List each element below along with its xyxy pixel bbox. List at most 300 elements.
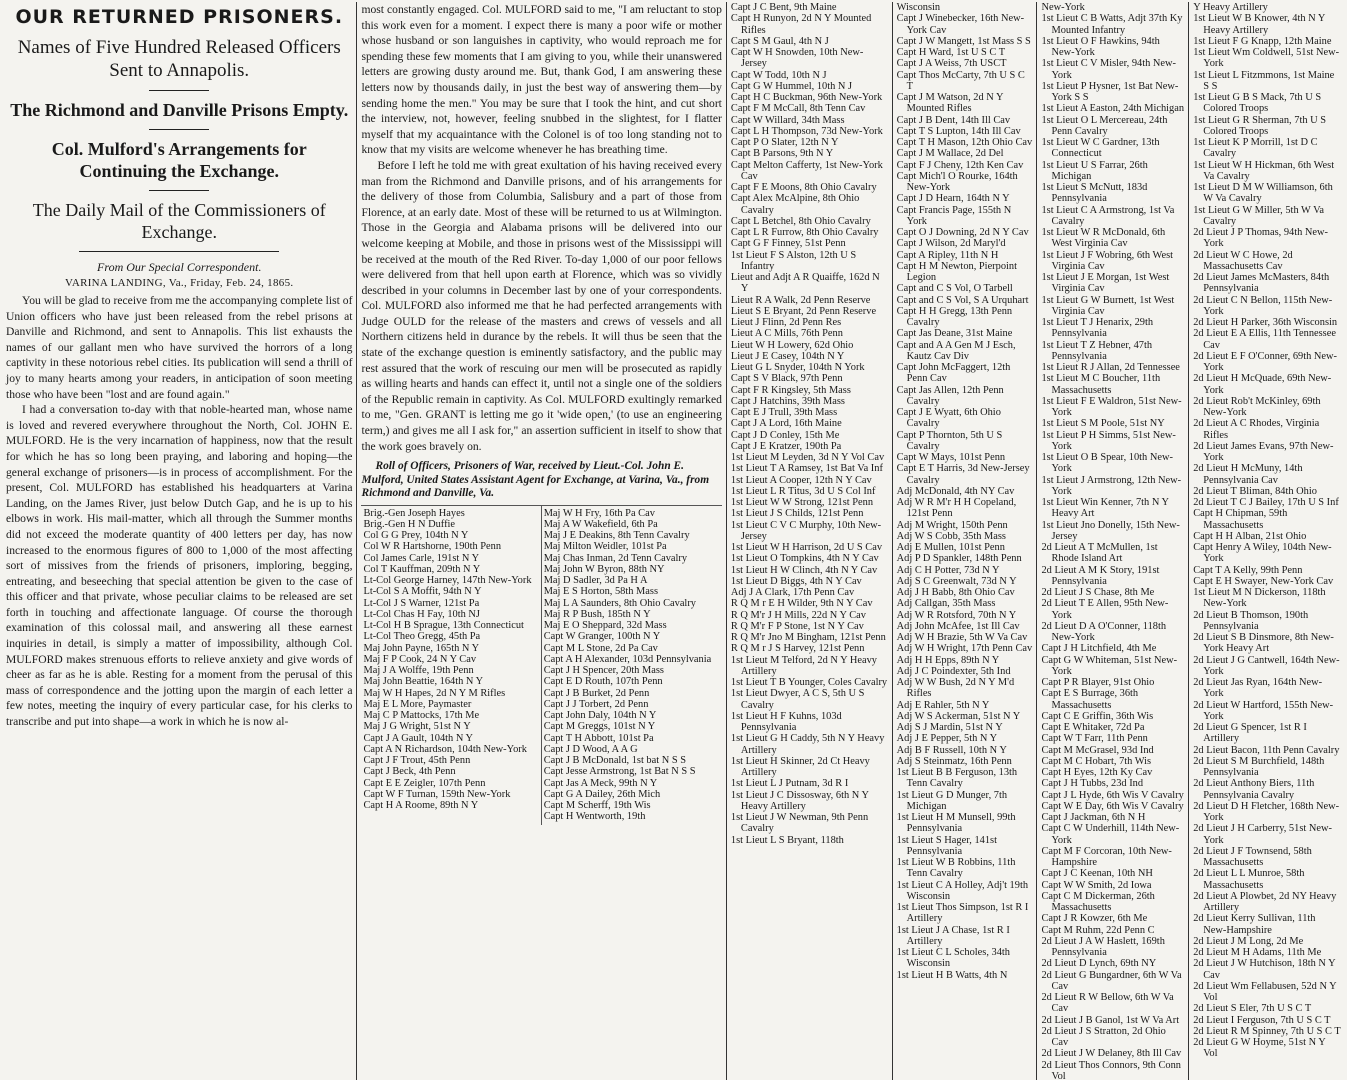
officer-entry: 2d Lieut Anthony Biers, 11th Pennsylvania Cavalry — [1193, 778, 1315, 801]
officer-entry: Capt H A Roome, 89th N Y — [363, 800, 479, 812]
officer-entry: 1st Lieut L R Titus, 3d U S Col Inf — [730, 485, 876, 497]
officer-entry: 2d Lieut E A Ellis, 11th Tennessee Cav — [1193, 328, 1336, 351]
officer-entry: 1st Lieut M Telford, 2d N Y Heavy Artillery — [730, 654, 877, 677]
officer-entry: Maj John Payne, 165th N Y — [363, 642, 480, 654]
officer-entry: Capt W Mays, 101st Penn — [896, 452, 1006, 463]
officer-entry: Capt J D Hearn, 164th N Y — [896, 193, 1010, 205]
subheadline-2: The Richmond and Danville Prisons Empty. — [10, 100, 349, 120]
officer-entry: Adj H H Epps, 89th N Y — [896, 654, 1000, 666]
officer-entry: 2d Lieut D Lynch, 69th NY — [1041, 958, 1157, 970]
officer-entry: 1st Lieut A Cooper, 12th N Y Cav — [730, 474, 872, 486]
officer-entry: Capt W T Farr, 11th Penn — [1041, 733, 1148, 745]
officer-entry: 2d Lieut Thos Connors, 9th Conn Vol — [1041, 1059, 1181, 1080]
officer-entry: Capt J B McDonald, 1st bat N S S — [543, 755, 686, 767]
officer-entry: 2d Lieut James Evans, 97th New-York — [1193, 440, 1334, 463]
officer-entry: 1st Lieut U S Farrar, 26th Michigan — [1041, 159, 1148, 182]
officer-entry: Capt M L Stone, 2d Pa Cav — [543, 642, 658, 654]
paragraph: Before I left he told me with great exultation of his having received every man from the Richmond and Danville prisons, and of his arrangements for the delivery of those from Columbia, Salisbury and a part of those from Florence, at an early date. Most of these will be returned to us at Wilmington. Those in the Georgia and Alabama prisons will be delivered into our welcome keeping at Mobile, and those in prisons west of the Mississippi will be received at the mouth of the Red River. To-day 1,000 of our poor fellows were delivered from that hell upon earth at Florence, which was so vividly described in your columns in December last by one of your correspondents. Col. MULFORD also informed me that he had perfected arrangements with Judge OULD for the release of the masters and crews of vessels and all Northern citizens held in durance by the rebels. It will thus be seen that the state of the exchange question is eminently satisfactory, and the public may rest assured that the work of rescuing our men will be prosecuted as rapidly as willing hearts and hands can effect it, until not a single one of the soldiers of the Republic remain in captivity. As Col. MULFORD exultingly remarked to me, "Gen. GRANT is letting me go it 'wide open,' (to use an engineering term,) and gives me all I ask for," an assertion sufficient in itself to show that the work goes bravely on. — [361, 158, 722, 453]
officer-entry: 1st Lieut W H Hickman, 6th West Va Cavalry — [1193, 159, 1335, 182]
officer-entry: Capt F R Kingsley, 5th Mass — [730, 384, 851, 396]
officer-entry: Adj J E Pepper, 5th N Y — [896, 733, 998, 745]
officer-entry: Col James Carle, 191st N Y — [363, 552, 480, 564]
officer-entry: Lieut A C Mills, 76th Penn — [730, 328, 843, 340]
officer-entry: Capt L H Thompson, 73d New-York — [730, 125, 883, 137]
officer-entry: 1st Lieut H M Munsell, 99th Pennsylvania — [896, 812, 1016, 835]
officer-entry: Capt W Granger, 100th N Y — [543, 631, 661, 643]
officer-entry: 2d Lieut T E Allen, 95th New-York — [1041, 598, 1169, 621]
officer-entry: R Q M r E H Wilder, 9th N Y Cav — [730, 598, 873, 610]
officer-entry: 2d Lieut S Eler, 7th U S C T — [1193, 1003, 1312, 1015]
officer-entry: 2d Lieut R M Spinney, 7th U S C T — [1193, 1025, 1341, 1037]
officer-entry: Capt J A Weiss, 7th USCT — [896, 58, 1007, 70]
officer-entry: 2d Lieut W C Howe, 2d Massachusetts Cav — [1193, 249, 1293, 272]
officer-entry: 1st Lieut M C Boucher, 11th Massachusetts — [1041, 373, 1161, 396]
officer-entry: Capt J H Litchfield, 4th Me — [1041, 643, 1157, 655]
officer-entry: 1st Lieut G R Sherman, 7th U S Colored Troops — [1193, 114, 1326, 137]
officer-entry: Capt H C Buckman, 96th New-York — [730, 92, 883, 103]
officer-entry: Capt Mich'l O Rourke, 164th New-York — [896, 170, 1018, 193]
officer-entry: Capt O J Downing, 2d N Y Cav — [896, 227, 1029, 238]
officer-entry: 1st Lieut H B Watts, 4th N — [896, 969, 1008, 981]
officer-entry: Adj W R M'r H H Copeland, 121st Penn — [896, 497, 1017, 520]
officer-entry: Adj W R Rotsford, 70th N Y — [896, 609, 1017, 621]
officer-entry: 1st Lieut A Easton, 24th Michigan — [1041, 103, 1185, 115]
officer-entry: 1st Lieut J Armstrong, 12th New-York — [1041, 474, 1182, 497]
officer-entry: Capt W F Turnan, 159th New-York — [363, 788, 511, 800]
officer-entry: 2d Lieut B Thomson, 190th Pennsylvania — [1193, 609, 1309, 632]
officer-entry: Capt J Wilson, 2d Maryl'd — [896, 238, 1006, 250]
officer-entry: Capt J F Trout, 45th Penn — [363, 755, 471, 767]
officer-entry: 1st Lieut D M W Williamson, 6th W Va Cavalry — [1193, 182, 1333, 205]
officer-entry: Capt Thos McCarty, 7th U S C T — [896, 69, 1025, 92]
officer-entry: 1st Lieut L J Putnam, 3d R I — [730, 778, 849, 790]
officer-entry: 1st Lieut J S Childs, 121st Penn — [730, 508, 864, 520]
officer-entry: Capt H M Newton, Pierpoint Legion — [896, 260, 1018, 283]
officer-entry: New-York — [1041, 2, 1085, 13]
officer-entry: Adj W H Wright, 17th Penn Cav — [896, 643, 1033, 655]
officer-entry: Capt C M Dickerman, 26th Massachusetts — [1041, 890, 1155, 913]
column-2 — [357, 2, 726, 1080]
officer-entry: 1st Lieut O F Hawkins, 94th New-York — [1041, 35, 1160, 58]
officer-entry: 2d Lieut A T McMullen, 1st Rhode Island Art — [1041, 542, 1158, 565]
officer-entry: Capt Jas A Meck, 99th N Y — [543, 777, 658, 789]
officer-entry: 1st Lieut C V Misler, 94th New-York — [1041, 58, 1177, 81]
officer-entry: Lieut S E Bryant, 2d Penn Reserve — [730, 305, 877, 317]
divider — [149, 129, 209, 130]
officer-entry: 1st Lieut P H Simms, 51st New-York — [1041, 429, 1176, 452]
officer-entry: 2d Lieut G Bungardner, 6th W Va Cav — [1041, 969, 1182, 992]
officer-entry: Capt H Eyes, 12th Ky Cav — [1041, 767, 1153, 778]
officer-entry: Capt T H Abbott, 101st Pa — [543, 732, 654, 744]
officer-entry: Capt J B Dent, 14th Ill Cav — [896, 114, 1011, 126]
officer-entry: 1st Lieut G D Munger, 7th Michigan — [896, 789, 1008, 812]
officer-entry: 1st Lieut K P Morrill, 1st D C Cavalry — [1193, 137, 1318, 160]
officer-entry: R Q M'r Jno M Bingham, 121st Penn — [730, 632, 886, 643]
officer-entry: Maj W H Hapes, 2d N Y M Rifles — [363, 687, 506, 699]
officer-entry: Maj F P Cook, 24 N Y Cav — [363, 653, 477, 665]
byline: From Our Special Correspondent. — [97, 260, 262, 274]
officer-entry: Adj McDonald, 4th NY Cav — [896, 485, 1015, 497]
officer-entry: 1st Lieut H F Kuhns, 103d Pennsylvania — [730, 710, 842, 733]
officer-entry: 2d Lieut D A O'Conner, 118th New-York — [1041, 620, 1167, 643]
officer-entry: Capt J Jackman, 6th N H — [1041, 812, 1146, 823]
officer-entry: 1st Lieut Thos Simpson, 1st R I Artillery — [896, 902, 1029, 925]
officer-entry: 2d Lieut C N Bellon, 115th New-York — [1193, 294, 1333, 317]
officer-entry: Col G G Prey, 104th N Y — [363, 530, 469, 542]
officer-entry: 1st Lieut J E Morgan, 1st West Virginia Cav — [1041, 272, 1170, 295]
officer-entry: Capt Henry A Wiley, 104th New-York — [1193, 542, 1332, 565]
dateline: VARINA LANDING, Va., Friday, Feb. 24, 1865. — [65, 277, 294, 289]
officer-entry: Capt M Greggs, 101st N Y — [543, 721, 656, 733]
officer-entry: Capt F M McCall, 8th Tenn Cav — [730, 103, 866, 115]
officer-entry: 2d Lieut J A W Haslett, 169th Pennsylvania — [1041, 935, 1165, 958]
officer-entry: Capt J H Spencer, 20th Mass — [543, 665, 664, 677]
officer-entry: Capt A N Richardson, 104th New-York — [363, 743, 527, 755]
officer-entry: Capt J A Gault, 104th N Y — [363, 732, 474, 744]
officer-entry: Col W R Hartshorne, 190th Penn — [363, 541, 502, 553]
officer-entry: Maj W H Fry, 16th Pa Cav — [543, 507, 655, 519]
column-4-officer-list — [893, 2, 1038, 1080]
officer-entry: 1st Lieut C A Armstrong, 1st Va Cavalry — [1041, 204, 1175, 227]
officer-entry: Adj J A Clark, 17th Penn Cav — [730, 587, 855, 598]
officer-entry: Capt J W Mangett, 1st Mass S S — [896, 35, 1031, 47]
subheadline-4: The Daily Mail of the Commissioners of Exchange. — [32, 200, 326, 242]
officer-entry: Capt Melton Cafferty, 1st New-York Cav — [730, 159, 883, 182]
officer-entry: 2d Lieut L L Munroe, 58th Massachusetts — [1193, 868, 1305, 891]
column-6-officer-list — [1189, 2, 1345, 1080]
officer-entry: Capt M Ruhm, 22d Penn C — [1041, 924, 1155, 936]
officer-entry: 2d Lieut J M Long, 2d Me — [1193, 935, 1304, 947]
officer-entry: Adj J H Babb, 8th Ohio Cav — [896, 587, 1015, 598]
officer-entry: 2d Lieut M H Adams, 11th Me — [1193, 947, 1322, 958]
officer-entry: Adj S J Mardin, 51st N Y — [896, 722, 1003, 733]
officer-entry: 1st Lieut G W Miller, 5th W Va Cavalry — [1193, 204, 1325, 227]
officer-entry: 2d Lieut H McQuade, 69th New-York — [1193, 373, 1332, 396]
officer-entry: 2d Lieut A C Rhodes, Virginia Rifles — [1193, 418, 1320, 441]
officer-entry: 2d Lieut J G Cantwell, 164th New-York — [1193, 654, 1340, 677]
officer-entry: 2d Lieut J P Thomas, 94th New-York — [1193, 227, 1329, 250]
officer-entry: 1st Lieut Jno Donelly, 15th New-Jersey — [1041, 519, 1180, 542]
officer-entry: Capt G W Hummel, 10th N J — [730, 80, 853, 92]
officer-entry: 1st Lieut T A Ramsey, 1st Bat Va Inf — [730, 463, 883, 475]
officer-entry: 1st Lieut F S Alston, 12th U S Infantry — [730, 249, 857, 272]
officer-entry: 2d Lieut J W Hutchison, 18th N Y Cav — [1193, 958, 1336, 981]
officer-entry: Adj John McAfee, 1st Ill Cav — [896, 620, 1020, 632]
officer-entry: Capt J Beck, 4th Penn — [363, 766, 456, 778]
officer-entry: Capt B Parsons, 9th N Y — [730, 148, 834, 160]
officer-entry: 1st Lieut W B Knower, 4th N Y Heavy Artillery — [1193, 13, 1325, 36]
officer-entry: Capt J Winebecker, 16th New-York Cav — [896, 13, 1025, 36]
officer-entry: Capt J J Torbert, 2d Penn — [543, 698, 649, 710]
subheadline-1: Names of Five Hundred Released Officers Sent to Annapolis. — [17, 37, 341, 81]
main-headline: OUR RETURNED PRISONERS. — [15, 6, 344, 28]
officer-entry: Lieut J Flinn, 2d Penn Res — [730, 317, 842, 328]
officer-entry: 2d Lieut W Hartford, 155th New-York — [1193, 699, 1334, 722]
officer-entry: 1st Lieut F G Knapp, 12th Maine — [1193, 35, 1332, 47]
officer-entry: Maj E S Horton, 58th Mass — [543, 586, 658, 598]
officer-entry: 1st Lieut S Hager, 141st Pennsylvania — [896, 834, 997, 857]
officer-entry: Adj M Wright, 150th Penn — [896, 519, 1008, 531]
officer-entry: Capt John McFaggert, 12th Penn Cav — [896, 362, 1011, 385]
officer-entry: 1st Lieut M Leyden, 3d N Y Vol Cav — [730, 452, 885, 463]
officer-entry: Capt G A Dailey, 26th Mich — [543, 788, 661, 800]
officer-list-2 — [361, 505, 721, 825]
officer-entry: Capt H Chipman, 59th Massachusetts — [1193, 508, 1288, 531]
officer-entry: Brig.-Gen Joseph Hayes — [363, 507, 465, 519]
officer-entry: Capt M F Corcoran, 10th New-Hampshire — [1041, 845, 1172, 868]
officer-entry: Capt T S Lupton, 14th Ill Cav — [896, 125, 1021, 137]
officer-entry: Lt-Col Theo Gregg, 45th Pa — [363, 631, 481, 643]
officer-entry: 2d Lieut J S Chase, 8th Me — [1041, 587, 1155, 598]
officer-entry: 2d Lieut T Bliman, 84th Ohio — [1193, 485, 1317, 497]
officer-entry: Maj John Beattie, 164th N Y — [363, 676, 484, 688]
article-body-2 — [361, 2, 721, 454]
officer-entry: Maj L A Saunders, 8th Ohio Cavalry — [543, 597, 696, 609]
officer-entry: Capt J M Watson, 2d N Y Mounted Rifles — [896, 92, 1004, 115]
officer-entry: Capt J M Wallace, 2d Del — [896, 148, 1004, 160]
officer-entry: Capt T H Mason, 12th Ohio Cav — [896, 137, 1033, 148]
officer-entry: 1st Lieut H W Clinch, 4th N Y Cav — [730, 564, 878, 576]
officer-entry: 1st Lieut J A Chase, 1st R I Artillery — [896, 924, 1010, 947]
officer-entry: 1st Lieut S McNutt, 183d Pennsylvania — [1041, 182, 1148, 205]
officer-entry: Capt E Whitaker, 72d Pa — [1041, 722, 1145, 733]
officer-entry: 2d Lieut A Plowbet, 2d NY Heavy Artillery — [1193, 890, 1337, 913]
officer-entry: 1st Lieut R J Allan, 2d Tennessee — [1041, 362, 1180, 373]
officer-entry: 1st Lieut D Biggs, 4th N Y Cav — [730, 575, 862, 587]
officer-entry: Capt E J Trull, 39th Mass — [730, 407, 838, 418]
officer-entry: Adj W S Cobb, 35th Mass — [896, 530, 1006, 542]
officer-entry: Capt P R Blayer, 91st Ohio — [1041, 677, 1155, 688]
officer-entry: Capt H Ward, 1st U S C T — [896, 47, 1006, 58]
officer-list-2a — [361, 506, 541, 825]
officer-entry: 2d Lieut Wm Fellabusen, 52d N Y Vol — [1193, 980, 1337, 1003]
officer-entry: 1st Lieut L S Bryant, 118th — [730, 834, 844, 846]
officer-entry: Adj S C Greenwalt, 73d N Y — [896, 575, 1017, 587]
column-3-officer-list — [727, 2, 893, 1080]
officer-entry: 1st Lieut T B Younger, Coles Cavalry — [730, 677, 888, 688]
officer-entry: Maj J G Wright, 51st N Y — [363, 721, 471, 733]
officer-entry: Capt P Thornton, 5th U S Cavalry — [896, 429, 1003, 452]
divider — [149, 190, 209, 191]
officer-entry: Maj A W Wakefield, 6th Pa — [543, 518, 658, 530]
divider — [79, 251, 279, 252]
officer-entry: Capt A H Alexander, 103d Pennsylvania — [543, 653, 712, 665]
officer-entry: Capt F J Cheny, 12th Ken Cav — [896, 159, 1024, 171]
officer-entry: Capt W Todd, 10th N J — [730, 69, 827, 81]
officer-entry: Adj C H Potter, 73d N Y — [896, 564, 1000, 576]
officer-entry: Capt John Daly, 104th N Y — [543, 710, 657, 722]
officer-entry: Adj W H Brazie, 5th W Va Cav — [896, 632, 1028, 643]
divider — [149, 90, 209, 91]
officer-entry: Col T Kauffman, 209th N Y — [363, 563, 481, 575]
officer-entry: Lt-Col J S Warner, 121st Pa — [363, 597, 480, 609]
officer-entry: Capt G W Whiteman, 51st New-York — [1041, 654, 1178, 677]
officer-entry: 1st Lieut J F Wobring, 6th West Virginia Cav — [1041, 249, 1174, 272]
officer-entry: Capt Jesse Armstrong, 1st Bat N S S — [543, 766, 696, 778]
officer-entry: 1st Lieut C V C Murphy, 10th New-Jersey — [730, 519, 882, 542]
article-body-1 — [6, 293, 352, 730]
column-5-officer-list — [1037, 2, 1189, 1080]
officer-entry: Capt M McGrasel, 93d Ind — [1041, 744, 1154, 756]
officer-entry: Capt W E Day, 6th Wis V Cavalry — [1041, 800, 1184, 812]
officer-entry: 1st Lieut W R McDonald, 6th West Virginia Cav — [1041, 227, 1166, 250]
officer-entry: Adj E Mullen, 101st Penn — [896, 542, 1005, 553]
officer-entry: 2d Lieut G Spencer, 1st R I Artillery — [1193, 722, 1307, 745]
officer-entry: Capt J A Lord, 16th Maine — [730, 418, 842, 430]
officer-entry: Capt H H Alban, 21st Ohio — [1193, 530, 1307, 542]
officer-entry: Maj John W Byron, 88th NY — [543, 563, 665, 575]
roll-heading: Roll of Officers, Prisoners of War, received by Lieut.-Col. John E. Mulford, United States Assistant Agent for Exchange, at Varina, Va., from Richmond and Danville, Va. — [361, 460, 710, 500]
officer-entry: 1st Lieut J W Newman, 9th Penn Cavalry — [730, 812, 869, 835]
officer-entry: Maj E O Sheppard, 32d Mass — [543, 620, 667, 632]
subheadline-3: Col. Mulford's Arrangements for Continuing the Exchange. — [51, 139, 307, 181]
officer-entry: 2d Lieut J B Ganol, 1st W Va Art — [1041, 1014, 1180, 1026]
officer-entry: Capt E H Swayer, New-York Cav — [1193, 575, 1334, 587]
officer-entry: Wisconsin — [896, 2, 941, 13]
officer-entry: 1st Lieut L Fitzmmons, 1st Maine S S — [1193, 69, 1335, 92]
officer-entry: Lieut R A Walk, 2d Penn Reserve — [730, 294, 871, 306]
officer-entry: 1st Lieut B B Ferguson, 13th Tenn Cavalry — [896, 767, 1018, 790]
officer-entry: Lt-Col Chas H Fay, 10th NJ — [363, 608, 480, 620]
officer-entry: Capt H H Gregg, 13th Penn Cavalry — [896, 305, 1013, 328]
officer-entry: 1st Lieut O Tompkins, 4th N Y Cav — [730, 553, 879, 565]
officer-entry: Capt E E Zeigler, 107th Penn — [363, 777, 486, 789]
officer-entry: Adj J C Poindexter, 5th Ind — [896, 665, 1011, 677]
officer-entry: Capt C W Underhill, 114th New-York — [1041, 823, 1180, 846]
officer-entry: 2d Lieut Jas Ryan, 164th New-York — [1193, 677, 1323, 700]
officer-entry: Y Heavy Artillery — [1193, 2, 1268, 13]
officer-entry: Brig.-Gen H N Duffie — [363, 518, 456, 530]
officer-entry: Lieut G L Snyder, 104th N York — [730, 362, 865, 373]
officer-entry: Maj R P Bush, 185th N Y — [543, 608, 651, 620]
officer-entry: Capt H Wentworth, 19th — [543, 811, 646, 823]
officer-entry: 1st Lieut P Hysner, 1st Bat New-York S S — [1041, 80, 1179, 103]
officer-entry: 1st Lieut G W Burnett, 1st West Virginia Cav — [1041, 294, 1175, 317]
officer-entry: Capt J B Burket, 2d Penn — [543, 687, 650, 699]
officer-entry: 2d Lieut A M K Story, 191st Pennsylvania — [1041, 564, 1160, 587]
officer-entry: Capt J E Wyatt, 6th Ohio Cavalry — [896, 407, 1001, 430]
officer-entry: 2d Lieut S M Burchfield, 148th Pennsylvania — [1193, 755, 1325, 778]
officer-entry: 2d Lieut G W Hoyme, 51st N Y Vol — [1193, 1037, 1326, 1060]
officer-entry: Capt W W Smith, 2d Iowa — [1041, 879, 1152, 891]
officer-entry: R Q M'r F P Stone, 1st N Y Cav — [730, 620, 864, 632]
officer-entry: Capt J R Kowzer, 6th Me — [1041, 913, 1148, 925]
officer-entry: 2d Lieut James McMasters, 84th Pennsylvania — [1193, 272, 1330, 295]
officer-entry: Capt P O Slater, 12th N Y — [730, 137, 839, 148]
officer-entry: 1st Lieut F E Waldron, 51st New-York — [1041, 395, 1182, 418]
officer-entry: Capt J D Wood, A A G — [543, 743, 638, 755]
paragraph: You will be glad to receive from me the accompanying complete list of Union officers who have just been released from the rebel prisons at Danville and Richmond, and sent to Annapolis. This list exhausts the names of our gallant men who have survived the horrors of a long captivity in these notorious rebel cities. Its publication will send a thrill of joy to many hearts among your readers, in anticipation of soon meeting those who have been "lost and are found again." — [6, 294, 353, 401]
officer-entry: Lieut J E Casey, 104th N Y — [730, 350, 845, 362]
officer-entry: Capt L Betchel, 8th Ohio Cavalry — [730, 215, 871, 227]
officer-entry: Capt Alex McAlpine, 8th Ohio Cavalry — [730, 193, 860, 216]
officer-entry: Lieut W H Lowery, 62d Ohio — [730, 339, 854, 351]
officer-entry: Adj W W Bush, 2d N Y M'd Rifles — [896, 677, 1015, 700]
officer-entry: 2d Lieut Kerry Sullivan, 11th New-Hampshire — [1193, 913, 1316, 936]
officer-entry: Capt M C Hobart, 7th Wis — [1041, 755, 1152, 767]
officer-entry: 1st Lieut H Skinner, 2d Ct Heavy Artillery — [730, 755, 870, 778]
officer-entry: Capt and C S Vol, S A Urquhart — [896, 294, 1029, 306]
officer-entry: 2d Lieut H Parker, 36th Wisconsin — [1193, 317, 1338, 328]
officer-entry: 1st Lieut T Z Hebner, 47th Pennsylvania — [1041, 339, 1153, 362]
officer-entry: Capt M Scherff, 19th Wis — [543, 800, 651, 812]
officer-entry: Capt E T Harris, 3d New-Jersey Cavalry — [896, 463, 1030, 486]
officer-entry: 1st Lieut C L Scholes, 34th Wisconsin — [896, 947, 1010, 970]
officer-entry: Capt and C S Vol, O Tarbell — [896, 283, 1013, 295]
officer-entry: 2d Lieut Bacon, 11th Penn Cavalry — [1193, 744, 1340, 756]
officer-entry: Capt and A A Gen M J Esch, Kautz Cav Div — [896, 339, 1016, 362]
officer-entry: 2d Lieut J H Carberry, 51st New-York — [1193, 823, 1332, 846]
officer-entry: 1st Lieut Win Kenner, 7th N Y Heavy Art — [1041, 497, 1169, 520]
officer-entry: 1st Lieut Dwyer, A C S, 5th U S Cavalry — [730, 688, 865, 711]
column-1 — [2, 2, 357, 1080]
officer-entry: 2d Lieut S B Dinsmore, 8th New-York Heavy Art — [1193, 632, 1334, 655]
officer-entry: 1st Lieut M N Dickerson, 118th New-York — [1193, 587, 1326, 610]
officer-entry: Capt H Runyon, 2d N Y Mounted Rifles — [730, 13, 872, 36]
officer-entry: Capt S V Black, 97th Penn — [730, 373, 843, 385]
officer-entry: 1st Lieut W H Harrison, 2d U S Cav — [730, 542, 883, 553]
officer-entry: Capt Francis Page, 155th N York — [896, 204, 1012, 227]
officer-entry: 1st Lieut W B Robbins, 11th Tenn Cavalry — [896, 857, 1016, 880]
officer-entry: 2d Lieut H McMuny, 14th Pennsylvania Cav — [1193, 463, 1303, 486]
officer-entry: Adj W S Ackerman, 51st N Y — [896, 710, 1021, 722]
officer-entry: Capt A Ripley, 11th N H — [896, 249, 999, 261]
officer-entry: 1st Lieut J C Dissosway, 6th N Y Heavy Artillery — [730, 789, 869, 812]
officer-entry: Capt J C Bent, 9th Maine — [730, 2, 837, 13]
officer-entry: Capt S M Gaul, 4th N J — [730, 35, 829, 47]
officer-entry: 2d Lieut R W Bellow, 6th W Va Cav — [1041, 992, 1174, 1015]
officer-entry: Adj Callgan, 35th Mass — [896, 598, 996, 610]
officer-entry: Capt W H Snowden, 10th New-Jersey — [730, 47, 864, 70]
officer-entry: Capt E D Routh, 107th Penn — [543, 676, 663, 688]
officer-entry: Capt W Willard, 34th Mass — [730, 114, 845, 126]
officer-entry: Capt Jas Allen, 12th Penn Cavalry — [896, 384, 1004, 407]
officer-entry: 1st Lieut W W Strong, 121st Penn — [730, 497, 874, 508]
officer-entry: Capt E S Burrage, 36th Massachusetts — [1041, 688, 1139, 711]
officer-entry: 2d Lieut J F Townsend, 58th Massachusetts — [1193, 845, 1312, 868]
officer-entry: Maj Milton Weidler, 101st Pa — [543, 541, 667, 553]
officer-entry: Capt J E Kratzer, 190th Pa — [730, 440, 842, 452]
officer-entry: Capt T A Kelly, 99th Penn — [1193, 564, 1303, 576]
officer-entry: 2d Lieut J W Delaney, 8th Ill Cav — [1041, 1048, 1182, 1060]
officer-entry: R Q M'r J H Mills, 22d N Y Cav — [730, 609, 866, 621]
officer-entry: 2d Lieut E F O'Conner, 69th New-York — [1193, 350, 1337, 373]
officer-entry: Maj Chas Inman, 2d Tenn Cavalry — [543, 552, 688, 564]
officer-entry: Lt-Col S A Moffit, 94th N Y — [363, 586, 482, 598]
officer-entry: Maj J A Wolffe, 19th Penn — [363, 665, 474, 677]
paragraph: most constantly engaged. Col. MULFORD said to me, "I am reluctant to stop this work even for a moment. I expect there is many a poor wife or mother whose husband or son languishes in captivity, who would reproach me for spending these few moments that I am giving to you, while their unanswered letters are growing dusty around me. But, thank God, I am answering these letters now by thousands daily, in just the best way of answering them—by sending home the men." You may be sure that I took the hint, and cut short the interview, not, however, feeling snubbed in the slightest, for I flatter myself that my acquaintance with the Colonel is of too long standing not to know that my visits are welcome whenever he has breathing time. — [361, 3, 722, 157]
officer-entry: 2d Lieut Rob't McKinley, 69th New-York — [1193, 395, 1321, 418]
paragraph: I had a conversation to-day with that noble-hearted man, whose name is loved and revered everywhere throughout the North, Col. JOHN E. MULFORD. He is the very incarnation of happiness, now that the result for which he has so long been praying, and laboring and hoping—the general exchange of prisoners—is in process of accomplishment. For the present, Col. MULFORD has established his headquarters at Varina Landing, on the James River, just below Dutch Gap, and he is up to his elbows in work. His mail-matter, which all through the Summer months did not exceed the moderate quantity of 400 letters per day, has now increased to the enormous figures of 800 to 1,000 of the most affecting sort of missives from the friends of prisoners, imploring, begging, entreating, and beseeching that special attention be given to the case of this officer and that private, whose peculiar claims to be released are set forth in touching and affectionate language. Of course the thorough examination of this colossal mail, and answering all these earnest inquiries in detail, is simply a matter of impossibility, although Col. MULFORD makes strenuous efforts to relieve anxiety and give words of cheer as far as he is able. Resting for a moment from the perusal of this mass of correspondence and the jotting upon the margin of each letter a few notes, meeting the inquiry of every particular case, for his clerks to transcribe and put into shape—a work in which he is now al- — [6, 403, 353, 729]
officer-list-2b — [542, 506, 722, 825]
officer-entry: R Q M r J S Harvey, 121st Penn — [730, 643, 865, 655]
officer-entry: 1st Lieut W C Gardner, 13th Connecticut — [1041, 137, 1160, 160]
officer-entry: Capt J L Hyde, 6th Wis V Cavalry — [1041, 789, 1184, 801]
officer-entry: Capt J H Tubbs, 23d Ind — [1041, 778, 1144, 790]
officer-entry: Maj J E Deakins, 8th Tenn Cavalry — [543, 530, 690, 542]
officer-entry: 1st Lieut C B Watts, Adjt 37th Ky Mounted Infantry — [1041, 13, 1183, 36]
officer-entry: 1st Lieut C A Holley, Adj't 19th Wisconsin — [896, 879, 1029, 902]
officer-entry: Adj E Rahler, 5th N Y — [896, 699, 990, 711]
officer-entry: 1st Lieut T J Henarix, 29th Pennsylvania — [1041, 317, 1154, 340]
officer-entry: Capt F E Moons, 8th Ohio Cavalry — [730, 182, 877, 193]
officer-entry: Lt-Col H B Sprague, 13th Connecticut — [363, 620, 524, 632]
officer-entry: 1st Lieut S M Poole, 51st NY — [1041, 418, 1165, 430]
officer-entry: 1st Lieut G B S Mack, 7th U S Colored Troops — [1193, 92, 1322, 115]
officer-entry: Adj P D Spankler, 148th Penn — [896, 553, 1022, 565]
officer-entry: 2d Lieut I Ferguson, 7th U S C T — [1193, 1014, 1331, 1026]
officer-entry: 1st Lieut O L Mercereau, 24th Penn Cavalry — [1041, 114, 1168, 137]
